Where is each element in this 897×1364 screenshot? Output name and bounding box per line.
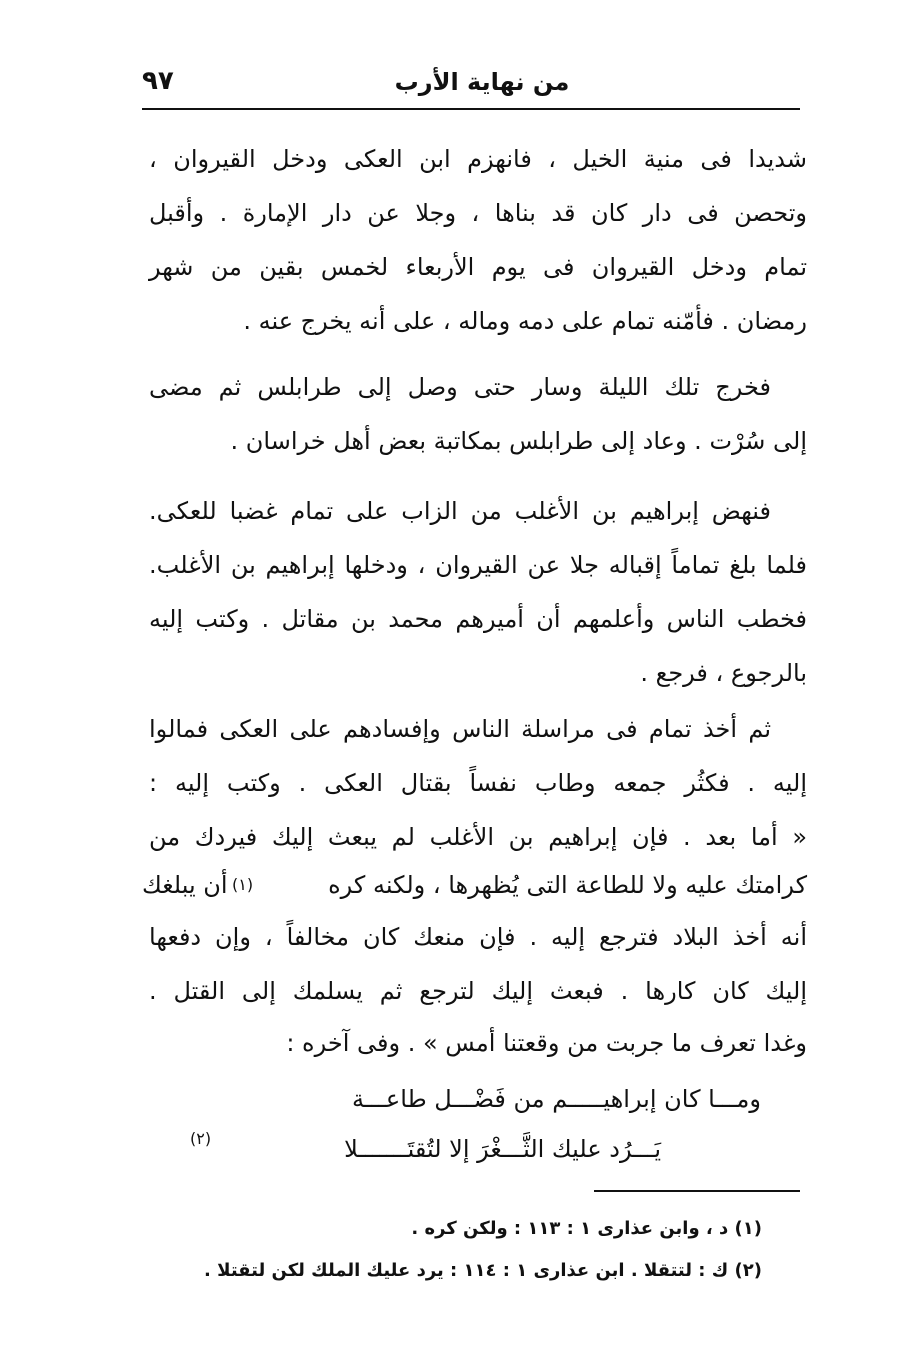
page-header (142, 62, 800, 108)
body-line: فنهض إبراهيم بن الأغلب من الزاب على تمام غضبا للعكى. (149, 497, 771, 525)
verse-line-2: يَـــرُد عليك الثَّـــغْرَ إلا لتُقتَـــــــلا (344, 1135, 661, 1163)
body-line: ثم أخذ تمام فى مراسلة الناس وإفسادهم على العكى فمالوا (149, 715, 771, 743)
body-line: وتحصن فى دار كان قد بناها ، وجلا عن دار الإمارة . وأقبل (149, 199, 807, 227)
body-line: كرامتك عليه ولا للطاعة التى يُظهرها ، ولكنه كره (328, 871, 807, 899)
footnote-ref-1: (١) (232, 875, 254, 894)
body-line: أنه أخذ البلاد فترجع إليه . فإن منعك كان مخالفاً ، وإن دفعها (149, 923, 807, 951)
body-line: فخطب الناس وأعلمهم أن أميرهم محمد بن مقاتل . وكتب إليه (149, 605, 807, 633)
body-line: إليه . فكثُر جمعه وطاب نفساً بقتال العكى . وكتب إليه : (149, 769, 807, 797)
body-line-tail: أن يبلغك (142, 871, 228, 899)
body-line: إلى سُرْت . وعاد إلى طرابلس بمكاتبة بعض أهل خراسان . (230, 427, 807, 455)
body-line: فخرج تلك الليلة وسار حتى وصل إلى طرابلس ثم مضى (149, 373, 771, 401)
body-line: تمام ودخل القيروان فى يوم الأربعاء لخمس بقين من شهر (149, 253, 807, 281)
footnote-rule (594, 1190, 800, 1192)
header-rule (142, 108, 800, 110)
page-number: ٩٧ (142, 66, 174, 96)
body-line: وغدا تعرف ما جربت من وقعتنا أمس » . وفى آخره : (286, 1029, 807, 1057)
body-line: رمضان . فأمّنه تمام على دمه وماله ، على أنه يخرج عنه . (243, 307, 807, 335)
footnote-1: (١) د ، وابن عذارى ١ : ١١٣ : ولكن كره . (411, 1218, 762, 1239)
body-line: شديدا فى منية الخيل ، فانهزم ابن العكى ودخل القيروان ، (149, 145, 807, 173)
body-line: فلما بلغ تماماً إقباله جلا عن القيروان ، ودخلها إبراهيم بن الأغلب. (149, 551, 807, 579)
body-line: « أما بعد . فإن إبراهيم بن الأغلب لم يبعث إليك فيردك من (149, 823, 807, 851)
verse-line-1: ومـــا كان إبراهيـــــم من فَضْـــل طاعـــة (351, 1085, 761, 1113)
body-line: بالرجوع ، فرجع . (640, 659, 807, 687)
footnote-ref-2: (٢) (190, 1129, 212, 1148)
footnote-2: (٢) ك : لتتقلا . ابن عذارى ١ : ١١٤ : يرد عليك الملك لكن لتقتلا . (204, 1260, 762, 1281)
running-title: من نهاية الأرب (394, 68, 570, 96)
body-line: إليك كان كارها . فبعث إليك لترجع ثم يسلمك إلى القتل . (149, 977, 807, 1005)
